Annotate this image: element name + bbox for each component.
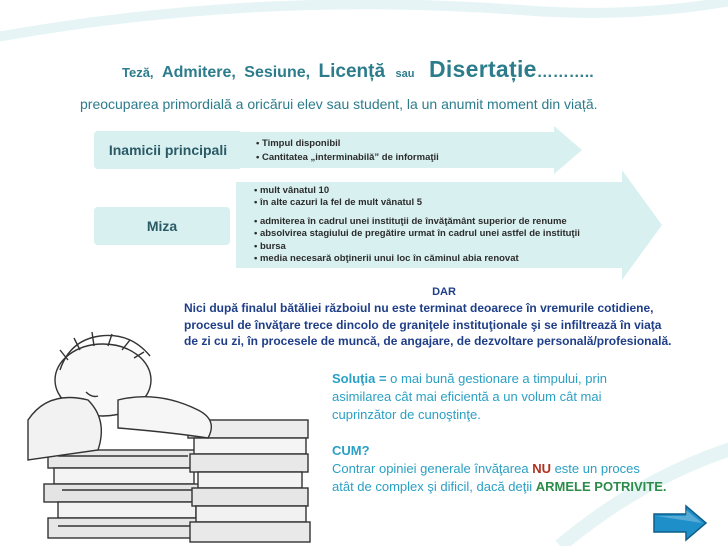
list-item: • bursa (254, 240, 286, 252)
next-slide-button[interactable] (652, 504, 708, 542)
how-text-armele: ARMELE POTRIVITE. (535, 479, 667, 494)
next-arrow-icon (652, 504, 708, 542)
how-text-nu: NU (532, 461, 551, 476)
list-item: • media necesară obţinerii unui loc în căminul abia renovat (254, 253, 519, 265)
how-text-2a: atât de complex şi dificil, dacă deţii (332, 479, 536, 494)
list-item: • mult vânatul 10 (254, 185, 330, 196)
stake-label: Miza (94, 207, 230, 245)
title-word-licenta: Licență (318, 61, 386, 82)
title-word-disertatie: Disertație (428, 56, 537, 82)
title-ellipsis: ……….. (536, 64, 594, 81)
list-item: • Cantitatea „interminabilă” de informaţii (256, 151, 439, 163)
title-word-admitere: Admitere, (162, 64, 236, 81)
title-word-teza: Teză, (122, 65, 154, 80)
list-item: • admiterea în cadrul unei instituţii de învăţământ superior de renume (254, 215, 567, 227)
dar-heading: DAR (432, 286, 456, 298)
solution-text-3: cuprinzător de cunoştinţe. (332, 407, 481, 422)
how-text-1a: Contrar opiniei generale învăţarea (332, 461, 533, 476)
list-item: • în alte cazuri la fel de mult vânatul 5 (254, 197, 423, 209)
dar-line: procesul de învăţare trece dincolo de graniţele instituţionale şi se infiltrează în viaţa (184, 317, 662, 332)
solution-paragraph (332, 370, 712, 424)
title-word-sesiune: Sesiune, (244, 64, 311, 81)
solution-text-1: o mai bună gestionare a timpului, prin (386, 371, 607, 386)
dar-line: de zi cu zi, în procesele de muncă, de angajare, de dezvoltare personală/profesională. (184, 334, 672, 349)
enemies-label: Inamicii principali (94, 131, 242, 169)
how-paragraph (332, 442, 712, 496)
dar-line: Nici după finalul bătăliei războiul nu este terminat deoarece în vremurile cotidiene, (184, 301, 654, 315)
solution-text-2: asimilarea cât mai eficientă a un volum cât mai (332, 389, 602, 404)
how-heading: CUM? (332, 443, 370, 458)
list-item: • absolvirea stagiului de pregătire urmat în cadrul unei astfel de instituţii (254, 228, 580, 240)
solution-prefix: Soluţia = (332, 371, 387, 386)
stake-list (254, 185, 580, 265)
subtitle: preocuparea primordială a oricărui elev sau student, la un anumit moment din viață. (80, 96, 598, 112)
slide-title (122, 56, 598, 83)
enemies-list (256, 137, 439, 164)
how-text-1c: este un proces (550, 461, 640, 476)
title-word-sau: sau (395, 68, 415, 80)
list-item: • Timpul disponibil (256, 138, 341, 149)
student-sleeping-illustration (8, 300, 338, 546)
